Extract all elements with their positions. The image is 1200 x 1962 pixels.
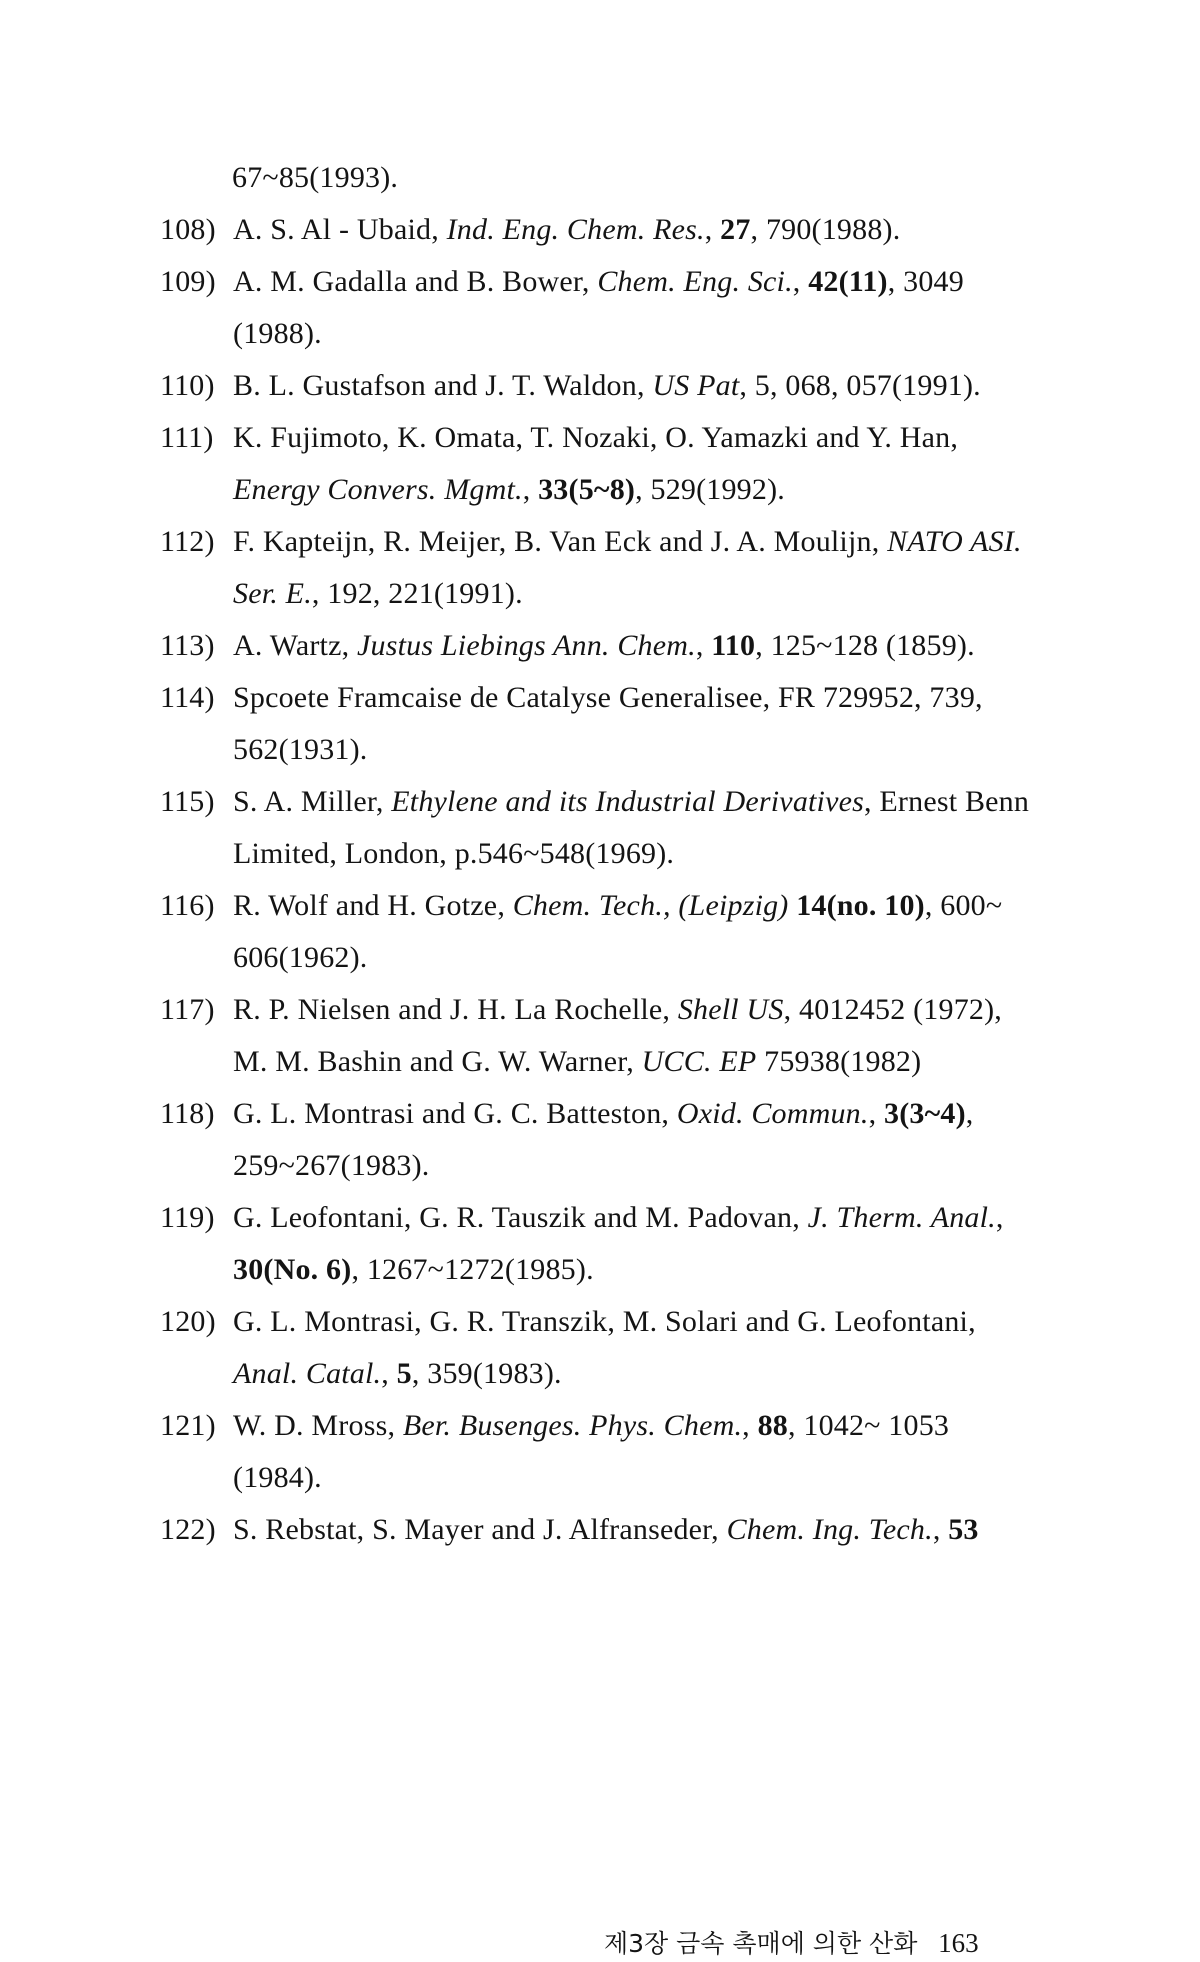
- reference-text: F. Kapteijn, R. Meijer, B. Van Eck and J. A. Moulijn,: [233, 525, 888, 558]
- reference-line: [160, 1510, 979, 1550]
- reference-text: ,: [522, 473, 539, 506]
- reference-text: W. D. Mross,: [233, 1409, 403, 1442]
- reference-text: , 790(1988).: [750, 213, 901, 246]
- reference-line: [160, 366, 981, 406]
- reference-text: ,: [932, 1513, 949, 1546]
- volume-number: 3(3~4): [884, 1097, 966, 1130]
- reference-line: [233, 834, 674, 874]
- reference-number: 110): [160, 369, 215, 402]
- reference-text: K. Fujimoto, K. Omata, T. Nozaki, O. Yamazki and Y. Han,: [233, 421, 959, 454]
- reference-text: (1988).: [233, 317, 322, 350]
- reference-number: 120): [160, 1305, 216, 1338]
- reference-line: [160, 678, 983, 718]
- reference-line: [160, 1094, 973, 1134]
- reference-number: 111): [160, 421, 214, 454]
- volume-number: 42(11): [808, 265, 888, 298]
- reference-line: [160, 626, 975, 666]
- reference-line: [233, 1250, 594, 1290]
- reference-text: , Ernest Benn: [864, 785, 1030, 818]
- reference-text: , 529(1992).: [635, 473, 785, 506]
- reference-line: [233, 1354, 562, 1394]
- reference-number: 112): [160, 525, 215, 558]
- reference-text: , 192, 221(1991).: [311, 577, 523, 610]
- reference-text: (1984).: [233, 1461, 322, 1494]
- journal-title: Oxid. Commun.: [676, 1097, 869, 1130]
- reference-line: [233, 470, 785, 510]
- volume-number: 27: [720, 213, 751, 246]
- reference-number: 121): [160, 1409, 216, 1442]
- reference-number: 118): [160, 1097, 215, 1130]
- reference-number: 122): [160, 1513, 216, 1546]
- journal-title: Anal. Catal.: [233, 1357, 382, 1390]
- journal-title: J. Therm. Anal.: [807, 1201, 996, 1234]
- journal-title: Ind. Eng. Chem. Res.: [446, 213, 705, 246]
- reference-line: [233, 574, 523, 614]
- journal-title: Ethylene and its Industrial Derivatives: [391, 785, 864, 818]
- volume-number: 53: [948, 1513, 979, 1546]
- journal-title: Ser. E.: [233, 577, 312, 610]
- reference-text: 259~267(1983).: [233, 1149, 430, 1182]
- journal-title: NATO ASI.: [887, 525, 1022, 558]
- reference-line: [160, 1302, 976, 1342]
- journal-title: Chem. Ing. Tech.: [726, 1513, 933, 1546]
- reference-line: [160, 782, 1029, 822]
- journal-title: Energy Convers. Mgmt.: [233, 473, 523, 506]
- reference-text: ,: [742, 1409, 758, 1442]
- reference-line: [233, 1458, 322, 1498]
- volume-number: 5: [396, 1357, 412, 1390]
- reference-number: 114): [160, 681, 215, 714]
- reference-text: M. M. Bashin and G. W. Warner,: [233, 1045, 642, 1078]
- reference-text: ,: [868, 1097, 884, 1130]
- page-footer: [604, 1925, 979, 1962]
- reference-text: S. Rebstat, S. Mayer and J. Alfranseder,: [233, 1513, 727, 1546]
- volume-number: 30(No. 6): [233, 1253, 352, 1286]
- reference-line: [160, 1198, 1004, 1238]
- reference-text: G. Leofontani, G. R. Tauszik and M. Padovan,: [233, 1201, 808, 1234]
- journal-title: US Pat: [652, 369, 740, 402]
- reference-line: [160, 262, 964, 302]
- reference-text: , 1267~1272(1985).: [351, 1253, 594, 1286]
- reference-text: , 125~128 (1859).: [755, 629, 975, 662]
- reference-number: 113): [160, 629, 215, 662]
- reference-text: A. Wartz,: [233, 629, 357, 662]
- reference-text: G. L. Montrasi and G. C. Batteston,: [233, 1097, 677, 1130]
- reference-text: S. A. Miller,: [233, 785, 392, 818]
- reference-text: R. Wolf and H. Gotze,: [233, 889, 513, 922]
- reference-line: [160, 418, 958, 458]
- reference-text: G. L. Montrasi, G. R. Transzik, M. Solari and G. Leofontani,: [233, 1305, 976, 1338]
- page-number: 163: [938, 1928, 979, 1958]
- volume-number: 110: [711, 629, 756, 662]
- reference-text: ,: [704, 213, 721, 246]
- reference-text: , 359(1983).: [411, 1357, 562, 1390]
- reference-number: 116): [160, 889, 215, 922]
- reference-text: B. L. Gustafson and J. T. Waldon,: [233, 369, 653, 402]
- reference-line: [160, 210, 900, 250]
- reference-text: Limited, London, p.546~548(1969).: [233, 837, 675, 870]
- reference-line: [160, 990, 1002, 1030]
- reference-text: Spcoete Framcaise de Catalyse Generalisee, FR 729952, 739,: [233, 681, 983, 714]
- reference-line: [233, 938, 367, 978]
- reference-text: 606(1962).: [233, 941, 368, 974]
- journal-title: Chem. Tech., (Leipzig): [512, 889, 789, 922]
- reference-text: , 600~: [924, 889, 1003, 922]
- reference-text: A. M. Gadalla and B. Bower,: [233, 265, 598, 298]
- journal-title: Shell US: [677, 993, 784, 1026]
- reference-text: ,: [995, 1201, 1004, 1234]
- reference-text: , 4012452 (1972),: [783, 993, 1002, 1026]
- continuation-line: 67~85(1993).: [232, 161, 399, 194]
- volume-number: 14(no. 10): [796, 889, 925, 922]
- reference-number: 108): [160, 213, 216, 246]
- volume-number: 88: [757, 1409, 788, 1442]
- reference-text: , 3049: [887, 265, 964, 298]
- reference-text: 562(1931).: [233, 733, 368, 766]
- journal-title: UCC. EP: [641, 1045, 757, 1078]
- reference-line: [233, 730, 367, 770]
- reference-number: 119): [160, 1201, 215, 1234]
- reference-text: ,: [695, 629, 712, 662]
- reference-line: [233, 1042, 921, 1082]
- reference-text: ,: [381, 1357, 397, 1390]
- reference-number: 115): [160, 785, 215, 818]
- reference-number: 109): [160, 265, 216, 298]
- reference-line: [233, 314, 322, 354]
- reference-text: R. P. Nielsen and J. H. La Rochelle,: [233, 993, 678, 1026]
- journal-title: Chem. Eng. Sci.: [597, 265, 793, 298]
- journal-title: Justus Liebings Ann. Chem.: [357, 629, 696, 662]
- reference-text: , 1042~ 1053: [787, 1409, 950, 1442]
- reference-line: [160, 886, 1002, 926]
- journal-title: Ber. Busenges. Phys. Chem.: [402, 1409, 743, 1442]
- reference-number: 117): [160, 993, 215, 1026]
- reference-text: ,: [965, 1097, 974, 1130]
- reference-text: 75938(1982): [756, 1045, 922, 1078]
- reference-text: A. S. Al - Ubaid,: [233, 213, 447, 246]
- reference-line: [160, 1406, 949, 1446]
- reference-line: [160, 522, 1022, 562]
- chapter-title: 제3장 금속 촉매에 의한 산화: [604, 1929, 918, 1958]
- reference-text: ,: [792, 265, 809, 298]
- reference-line: [233, 1146, 430, 1186]
- reference-text: , 5, 068, 057(1991).: [739, 369, 981, 402]
- volume-number: 33(5~8): [538, 473, 636, 506]
